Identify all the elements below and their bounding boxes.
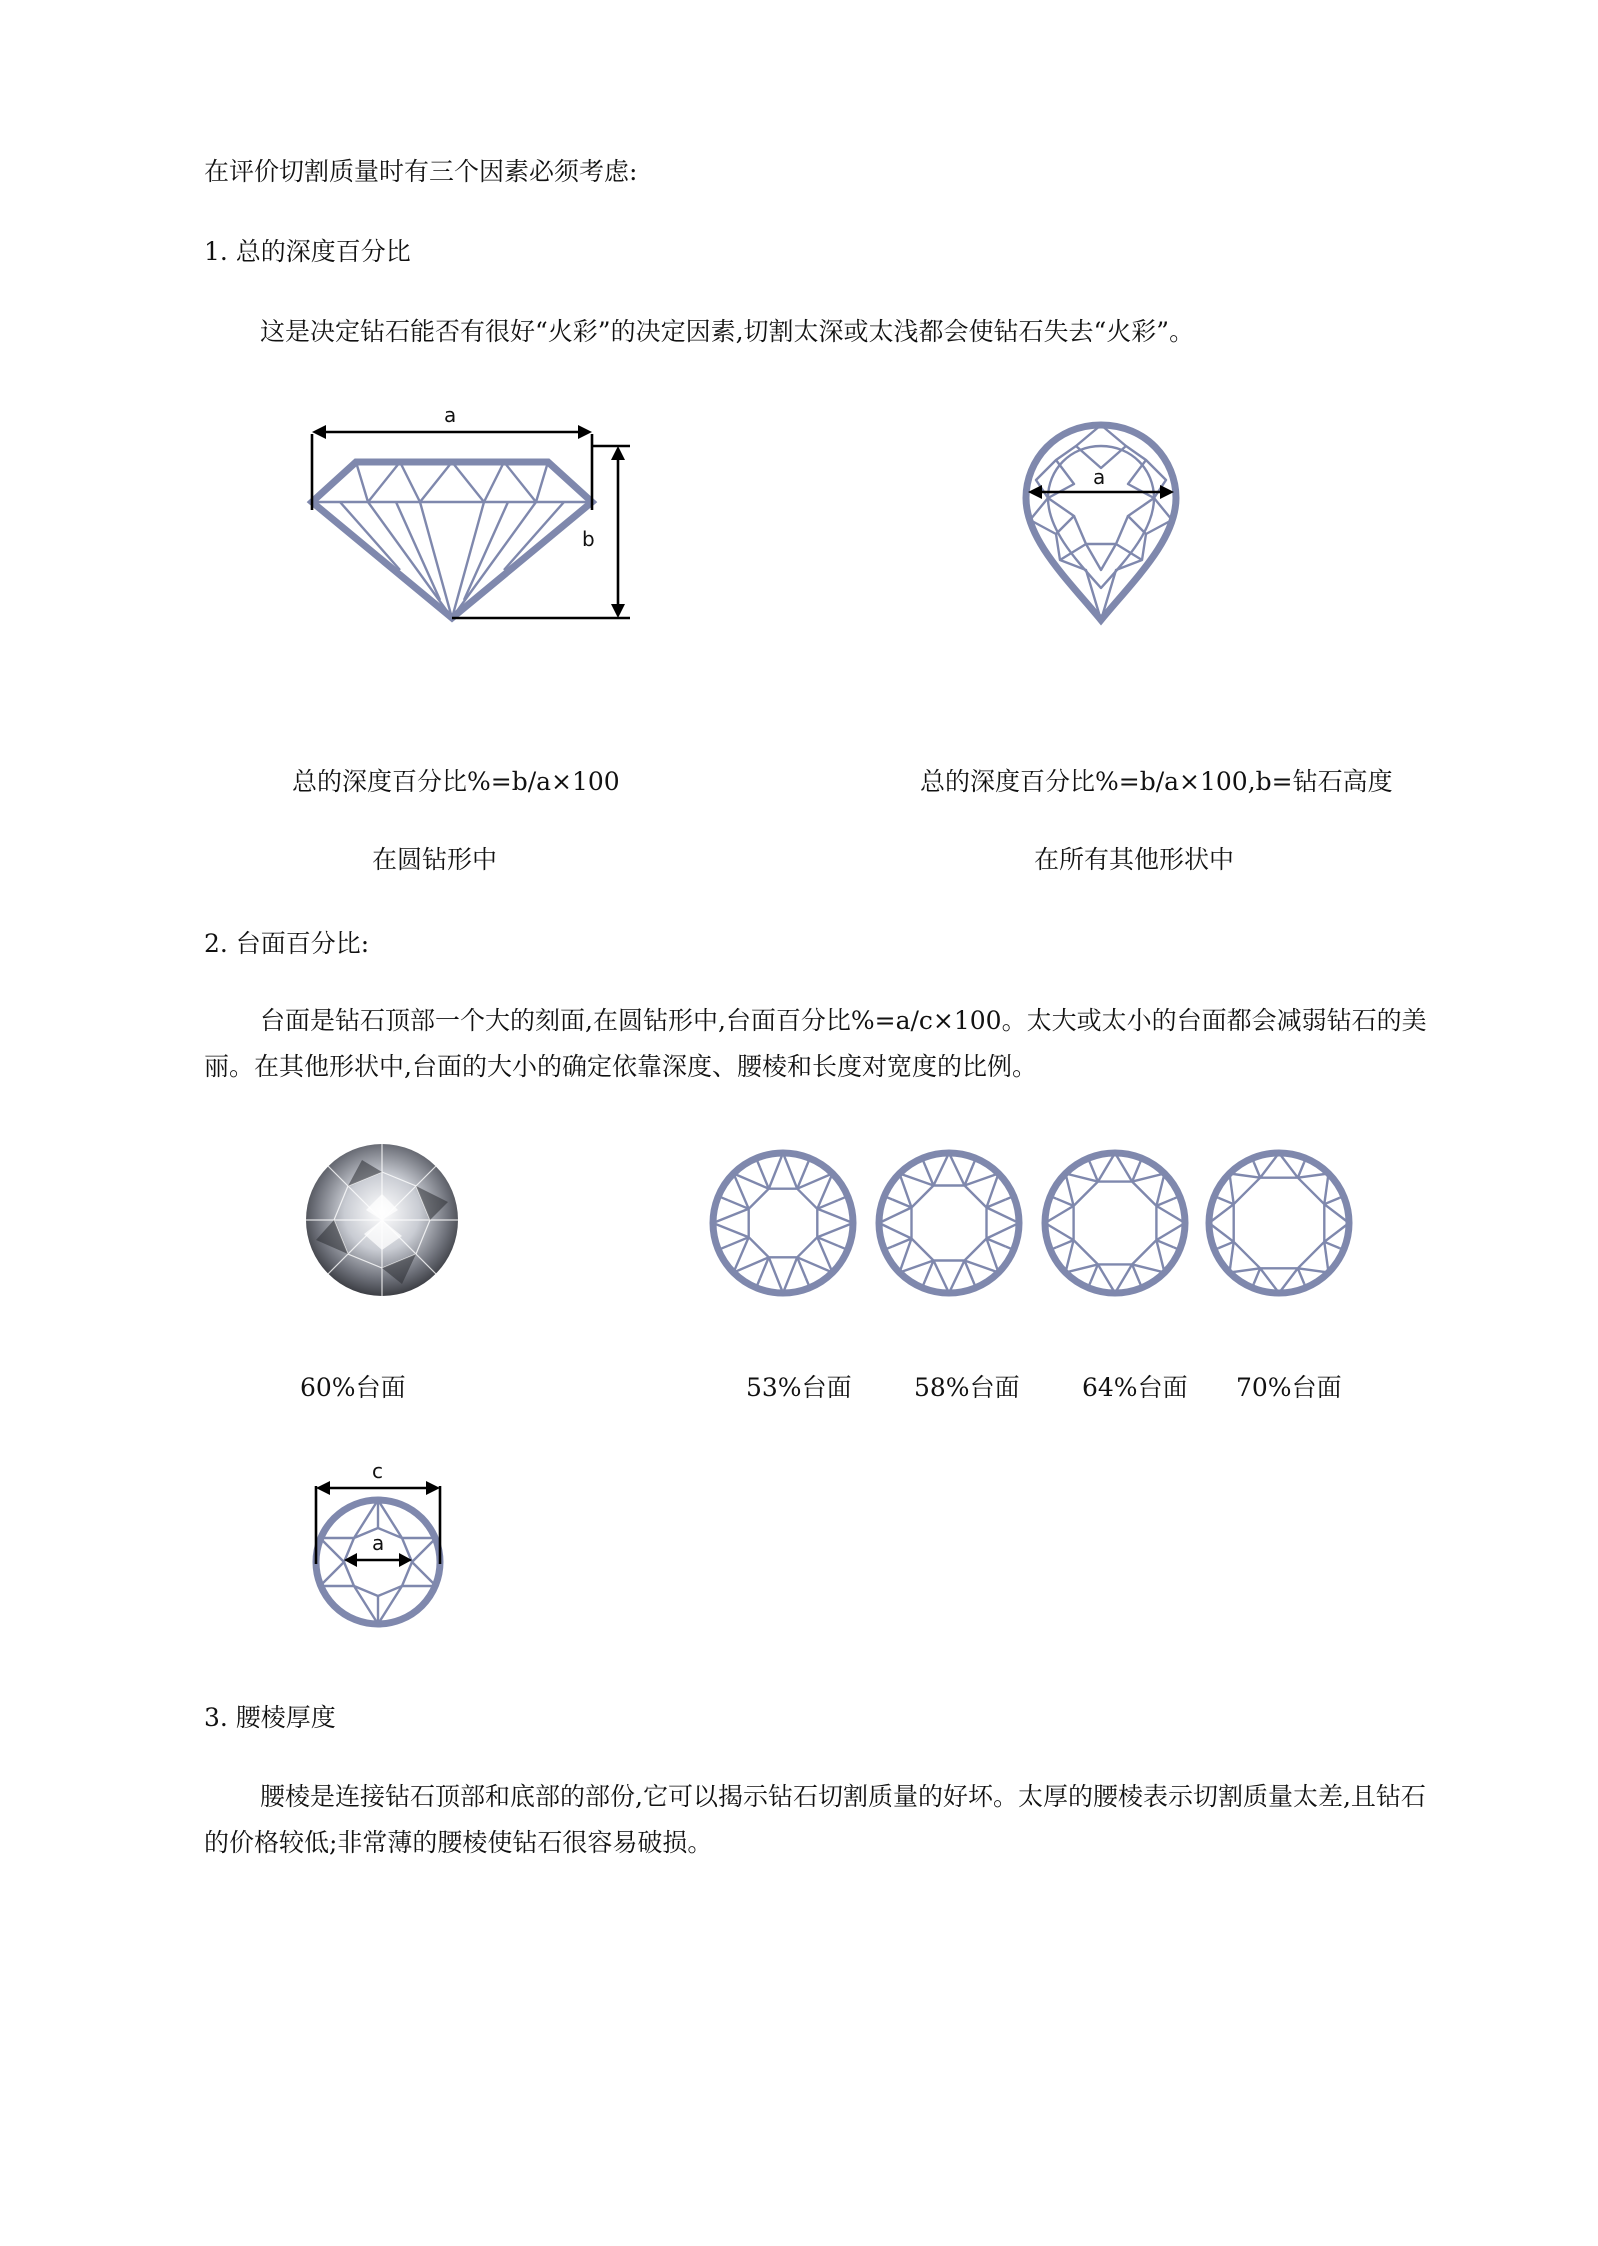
table-dimension-diagram xyxy=(302,1460,462,1630)
label-b: b xyxy=(582,527,595,551)
pear-facets xyxy=(1026,425,1176,620)
table-caption-70: 70%台面 xyxy=(1236,1373,1342,1402)
dimension-a xyxy=(312,403,592,510)
label-a-table: a xyxy=(372,1531,385,1555)
other-depth-caption: 在所有其他形状中 xyxy=(1034,845,1235,874)
label-a-pear: a xyxy=(1093,465,1106,489)
table-58-diagram xyxy=(874,1148,1024,1298)
section1-heading: 1. 总的深度百分比 xyxy=(204,237,411,266)
photo-table-caption: 60%台面 xyxy=(300,1373,406,1402)
round-depth-formula: 总的深度百分比%=b/a×100 xyxy=(292,767,620,796)
label-a: a xyxy=(444,403,457,427)
section1-paragraph: 这是决定钻石能否有很好“火彩”的决定因素,切割太深或太浅都会使钻石失去“火彩”。 xyxy=(260,317,1195,346)
diamond-photo xyxy=(302,1140,462,1300)
diamond-profile-facets xyxy=(312,462,592,618)
section2-paragraph: 台面是钻石顶部一个大的刻面,在圆钻形中,台面百分比%=a/c×100。太大或太小的台面都会减弱钻石的美丽。在其他形状中,台面的大小的确定依靠深度、腰棱和长度对宽度的比例。 xyxy=(204,1006,1427,1081)
section2-heading: 2. 台面百分比: xyxy=(204,929,370,958)
round-brilliant-profile-diagram xyxy=(300,400,640,650)
table-70-diagram xyxy=(1204,1148,1354,1298)
table-caption-64: 64%台面 xyxy=(1082,1373,1188,1402)
table-64-diagram xyxy=(1040,1148,1190,1298)
table-caption-58: 58%台面 xyxy=(914,1373,1020,1402)
other-depth-formula: 总的深度百分比%=b/a×100,b=钻石高度 xyxy=(920,767,1393,796)
section3-paragraph: 腰棱是连接钻石顶部和底部的部份,它可以揭示钻石切割质量的好坏。太厚的腰棱表示切割质量太差,且钻石的价格较低;非常薄的腰棱使钻石很容易破损。 xyxy=(204,1782,1426,1857)
table-53-diagram xyxy=(708,1148,858,1298)
pear-shape-diagram xyxy=(1016,420,1186,630)
intro-text: 在评价切割质量时有三个因素必须考虑: xyxy=(204,157,638,186)
table-dimension-round xyxy=(316,1500,440,1624)
round-depth-caption: 在圆钻形中 xyxy=(372,845,498,874)
table-caption-53: 53%台面 xyxy=(746,1373,852,1402)
label-c: c xyxy=(372,1459,383,1483)
section3-heading: 3. 腰棱厚度 xyxy=(204,1703,336,1732)
